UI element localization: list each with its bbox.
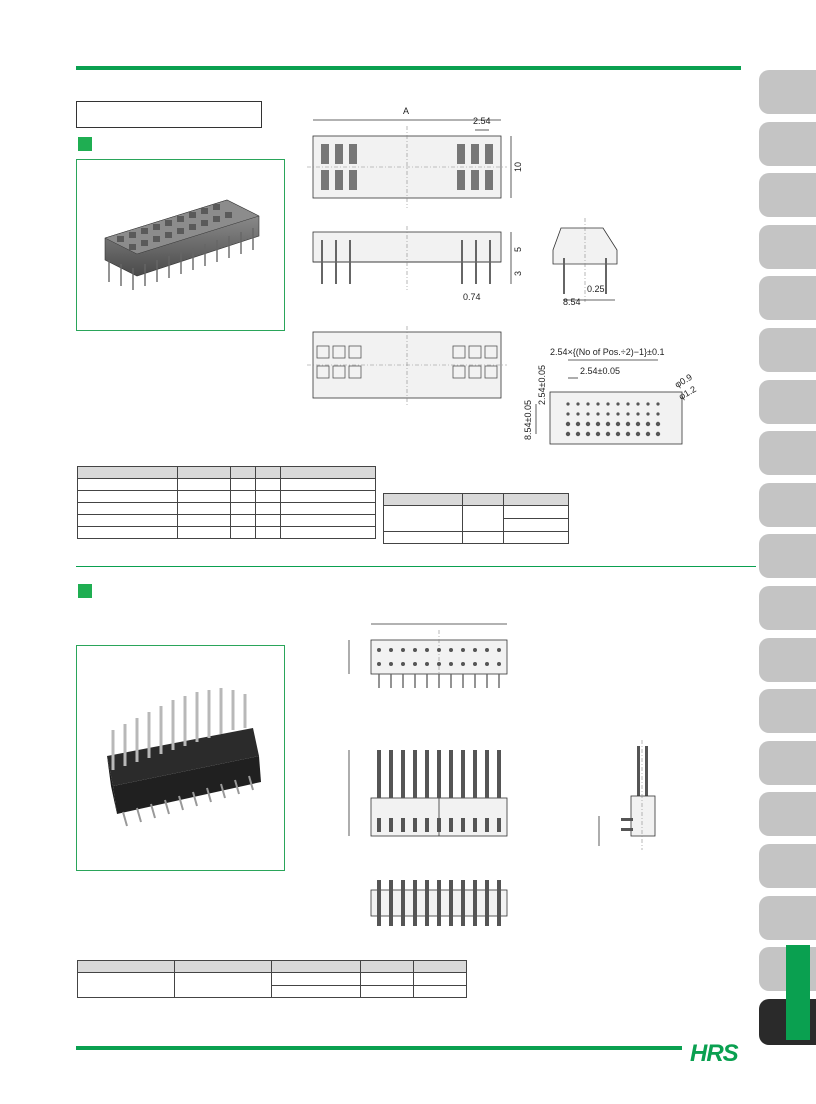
- active-tab-stripe: [786, 945, 810, 1040]
- side-tab-3[interactable]: [759, 173, 816, 217]
- spec-table-2: [383, 493, 569, 544]
- product-title-box: [76, 101, 262, 128]
- spec-table-1: [77, 466, 376, 539]
- hrs-logo: HRS: [690, 1040, 738, 1067]
- side-tab-4[interactable]: [759, 225, 816, 269]
- side-tab-5[interactable]: [759, 276, 816, 320]
- dim-3: 3: [513, 270, 523, 276]
- pcb-formula: 2.54×{(No of Pos.÷2)−1}±0.1: [550, 347, 665, 357]
- dim-pitch: 2.54: [473, 116, 491, 126]
- pcb-hole-small: φ0.9: [673, 371, 694, 390]
- section2-marker: [78, 584, 92, 598]
- side-tab-16[interactable]: [759, 844, 816, 888]
- side-tab-15[interactable]: [759, 792, 816, 836]
- end-view: [553, 218, 617, 302]
- side-tab-10[interactable]: [759, 534, 816, 578]
- side-tab-12[interactable]: [759, 638, 816, 682]
- header-top-view: [349, 624, 507, 690]
- dim-025: 0.25: [587, 284, 605, 294]
- dim-height-10: 10: [513, 161, 523, 172]
- connector-photo-2: [77, 646, 284, 870]
- product-photo-1: [76, 159, 285, 331]
- pcb-row: 2.54±0.05: [537, 365, 547, 405]
- side-tab-11[interactable]: [759, 586, 816, 630]
- dim-5: 5: [513, 246, 523, 252]
- top-rule: [76, 66, 741, 70]
- bottom-rule: [76, 1046, 682, 1050]
- spec-table-3: [77, 960, 467, 998]
- bottom-view: [307, 326, 507, 406]
- side-tab-7[interactable]: [759, 380, 816, 424]
- section2-drawings: [335, 610, 675, 940]
- pcb-hole-large: φ1.2: [677, 383, 698, 402]
- mid-rule: [76, 566, 756, 567]
- header-end-view: [599, 740, 655, 850]
- side-tab-9[interactable]: [759, 483, 816, 527]
- header-front-view: [349, 750, 507, 836]
- side-tab-2[interactable]: [759, 122, 816, 166]
- connector-photo-1: [77, 160, 284, 330]
- product-photo-2: [76, 645, 285, 871]
- side-tab-8[interactable]: [759, 431, 816, 475]
- side-view: [313, 226, 511, 290]
- section1-marker: [78, 137, 92, 151]
- side-tab-17[interactable]: [759, 896, 816, 940]
- side-tab-14[interactable]: [759, 741, 816, 785]
- header-bottom-view: [371, 880, 507, 926]
- side-tab-13[interactable]: [759, 689, 816, 733]
- side-tab-1[interactable]: [759, 70, 816, 114]
- top-view: [307, 120, 511, 208]
- dim-074: 0.74: [463, 292, 481, 302]
- side-tab-6[interactable]: [759, 328, 816, 372]
- pcb-pitch: 2.54±0.05: [580, 366, 620, 376]
- dim-a: A: [403, 106, 410, 116]
- pcb-total: 8.54±0.05: [523, 400, 533, 440]
- dim-854: 8.54: [563, 297, 581, 307]
